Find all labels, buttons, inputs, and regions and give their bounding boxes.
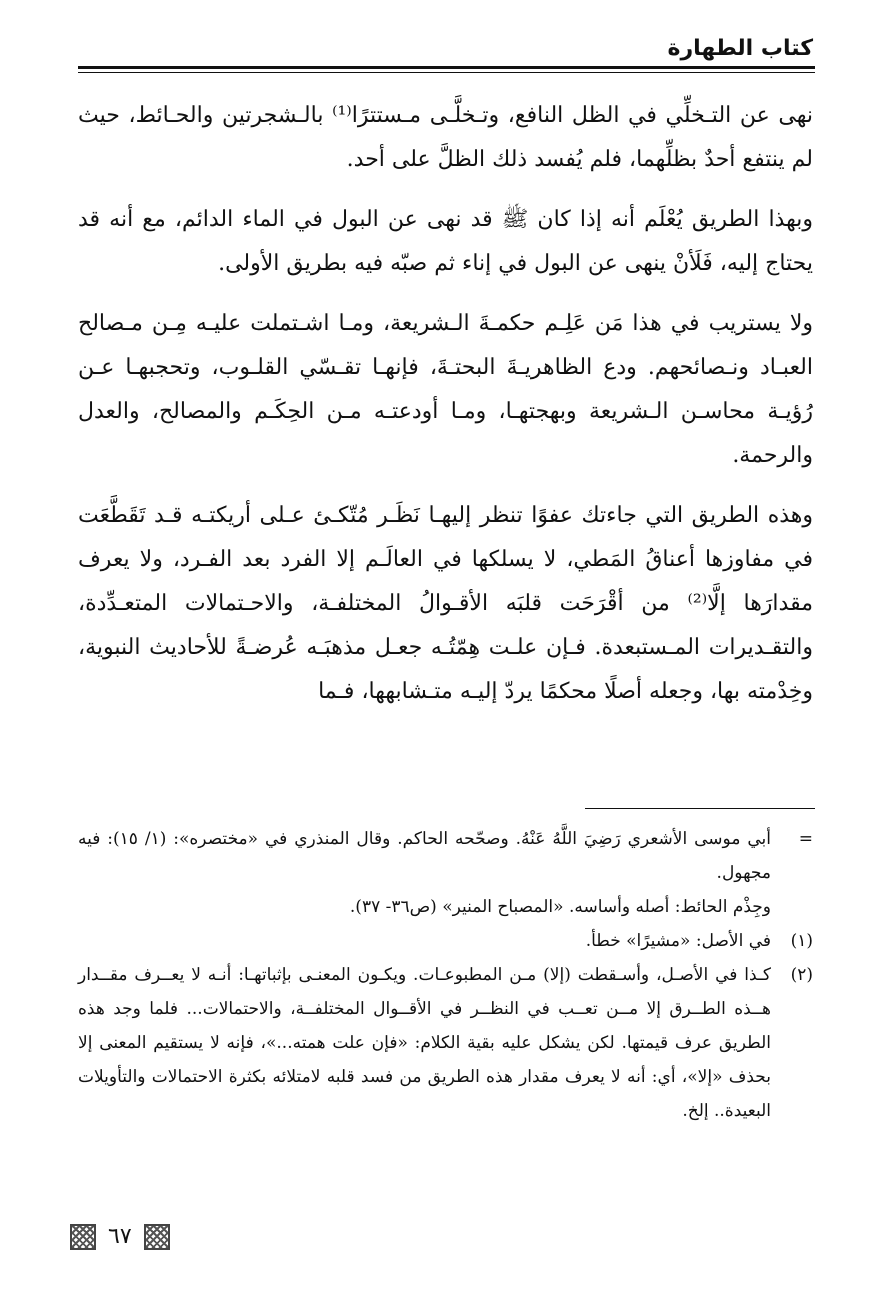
footnote-separator xyxy=(585,808,815,809)
footnote-mark: (١) xyxy=(790,931,813,951)
footnote-2 xyxy=(78,958,813,1128)
ornament-icon xyxy=(70,1224,96,1250)
header-rule-thin xyxy=(78,72,815,73)
header-rule xyxy=(78,66,815,69)
page-number-block xyxy=(70,1222,220,1252)
paragraph: نهى عن التـخلِّي في الظل النافع، وتـخلَّـى مـستترًا⁽¹⁾ بالـشجرتين والحـائط، حيث لم ينتفع أحدٌ بظلِّهما، فلم يُفسد ذلك الظلَّ على أحد. xyxy=(78,103,813,172)
footnotes xyxy=(78,822,813,1128)
footnote-continuation xyxy=(78,822,813,924)
footnote-1 xyxy=(78,924,813,958)
footnote-line: في الأصل: «مشيرًا» خطأ. xyxy=(585,931,771,951)
paragraph: وبهذا الطريق يُعْلَم أنه إذا كان ﷺ قد نهى عن البول في الماء الدائم، مع أنه قد يحتاج إليه، فَلَأنْ ينهى عن البول في إناء ثم صبّه فيه بطريق الأولى. xyxy=(78,207,813,276)
paragraph: وهذه الطريق التي جاءتك عفوًا تنظر إليهـا نَظَـر مُتّكـئ عـلى أريكتـه قـد تَقَطَّعَت في مفاوزها أعناقُ المَطي، لا يسلكها في العالَـم إلا الفرد بعد الفـرد، ولا يعرف مقدارَها إلَّا⁽²⁾ من أقْرَحَت قلبَه الأقـوالُ المختلفـة، والاحـتمالات المتعـدِّدة، والتقـديرات المـستبعدة. فـإن علـت هِمّتُـه جعـل مذهبَـه عُرضـةً للأحاديث النبوية، وخِدْمته بها، وجعله أصلًا محكمًا يردّ إليـه متـشابهها، فـما xyxy=(78,503,813,704)
paragraph: ولا يستريب في هذا مَن عَلِـم حكمـةَ الـشريعة، ومـا اشـتملت عليـه مِـن مـصالح العبـاد ونـصائحهم. ودع الظاهريـةَ البحتـةَ، فإنهـا تقـسّي القلـوب، وتحجبهـا عـن رُؤيـة محاسـن الـشريعة وبهجتهـا، ومـا أودعتـه مـن الحِكَـم والمصالح، والعدل والرحمة. xyxy=(78,311,813,468)
footnote-line: وجِذْم الحائط: أصله وأساسه. «المصباح المنير» (ص٣٦- ٣٧). xyxy=(349,897,771,917)
footnote-mark: (٢) xyxy=(790,965,813,985)
ornament-icon xyxy=(144,1224,170,1250)
running-head: كتاب الطهارة xyxy=(667,36,813,61)
footnote-line: أبي موسى الأشعري رَضِيَ اللَّهُ عَنْهُ. وصحّحه الحاكم. وقال المنذري في «مختصره»: (١/ ١٥): فيه مجهول. xyxy=(78,829,771,883)
main-text xyxy=(78,94,813,730)
page-number: ٦٧ xyxy=(108,1224,132,1249)
footnote-line: كـذا في الأصـل، وأسـقطت (إلا) مـن المطبوعـات. ويكـون المعنـى بإثباتهـا: أنـه لا يعــرف مقــدار هــذه الطــرق إلا مــن تعــب في النظــر في الأقــوال المختلفــة، والاحتمالات... فلما وجد هذه الطريق عرف قيمتها. لكن يشكل عليه بقية الكلام: «فإن علت همته...»، فإنه لا يستقيم المعنى إلا بحذف «إلا»، أي: أنه لا يعرف مقدار هذه الطريق من فسد قلبه لامتلائه بكثرة الاحتمالات والتأويلات البعيدة.. إلخ. xyxy=(78,965,771,1121)
footnote-mark: = xyxy=(798,829,813,849)
